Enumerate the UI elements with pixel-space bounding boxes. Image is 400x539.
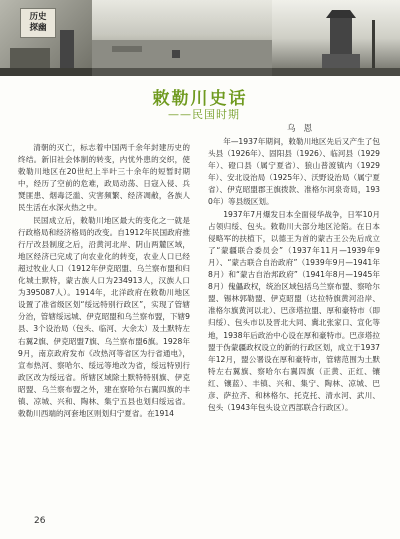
header-photo-center <box>92 0 272 76</box>
right-paragraph-1: 年—1937年期间，敕勒川地区先后又产生了包头县（1926年）、固阳县（1926）、临河县（1929年）、磴口县（属宁夏省）、狼山普渡镇内（1929年）、安北设治局（1925年）、沃野设治局（属宁夏省）、伊克昭盟郡王旗拨款、准格尔河泉奇局，1930年）等县级区划。 <box>208 137 380 207</box>
left-paragraph-1: 清朝的灭亡，标志着中国两千余年封建历史的终结。新旧社会体制的转变，内忧外患的交织，使敕勒川地区在20世纪上半叶三十余年的短暂时期中，经历了空前的危难，政局动荡、日寇入侵、兵燹匪患、烟毒泛滥、灾害频繁、经济凋敝，各族人民生活在水深火热之中。 <box>18 143 190 213</box>
right-column <box>208 136 380 414</box>
section-tag-line1: 历史 <box>29 12 47 22</box>
section-tag-line2: 探幽 <box>29 23 47 33</box>
section-tag <box>20 8 56 38</box>
article-author: 乌恩 <box>286 124 320 134</box>
article-subtitle: ——民国时期 <box>168 108 240 121</box>
header-photo-strip <box>0 0 400 76</box>
city-gate-image <box>92 0 272 76</box>
left-column <box>18 142 190 420</box>
article-title: 敕勒川史话 <box>152 89 248 109</box>
tower-scene-image <box>272 0 400 76</box>
page-number: 26 <box>34 516 46 526</box>
right-paragraph-2: 1937年7月爆发日本全面侵华战争，日军10月占领归绥、包头。敕勒川大部分地区沦陷。在日本侵略军的扶植下，以德王为首的蒙古王公先后成立了“蒙疆联合委员会”（1937年11月—1939年9月）、“蒙古联合自治政府”（1939年9月—1941年8月）和“蒙古自治邦政府”（1941年8月—1945年8月）傀儡政权，统治区域包括乌兰察布盟、察哈尔盟、锡林郭勒盟、伊克昭盟（达拉特旗黄河沿岸、准格尔旗黄河以北）、巴彦塔拉盟、厚和豪特市（即归绥）、包头市以及晋北大同、冀北张家口、宣化等地，1938年后政治中心设在厚和豪特市。巴彦塔拉盟于伪蒙疆政权设立的新的行政区划，成立于1937年12月，盟公署设在厚和豪特市，管辖范围为土默特左右翼旗、察哈尔右翼四旗（正黄、正红、镶红、镶蓝）、丰镇、兴和、集宁、陶林、凉城、巴彦、萨拉齐、和林格尔、托克托、清水河、武川、包头（1943年包头设立西部联合行政区）。 <box>208 209 380 413</box>
header-photo-right <box>272 0 400 76</box>
left-paragraph-2: 民国成立后，敕勒川地区最大的变化之一就是行政格局和经济格局的改变。自1912年民国政府推行厅改县制度之后，沿黄河北岸、阴山两麓区域，地区经济已完成了向农业化的转变，农业人口已经超过牧业人口（1912年伊克昭盟、乌兰察布盟和归化城土默特，蒙古族人口为234913人，汉族人口为395087人）。1914年，北洋政府在敕勒川地区设置了准省级区划“绥远特别行政区”，实现了管辖分治，管辖绥远城、伊克昭盟和乌兰察布盟，下辖9县、3个设治局（包头、临河、大余太）及土默特左右翼2旗、伊克昭盟7旗、乌兰察布盟6旗。1928年9月，南京政府发布《改热河等省区为行省通电》，宣布热河、察哈尔、绥远等地改为省，绥远特别行政区改为绥远省。所辖区域除土默特特别旗、伊克昭盟、乌兰察布盟之外，建在察哈尔右翼四旗的丰镇、凉城、兴和、陶林、集宁五县也划归绥远省。敕勒川西端的河套地区则划归宁夏省。在1914 <box>18 215 190 419</box>
